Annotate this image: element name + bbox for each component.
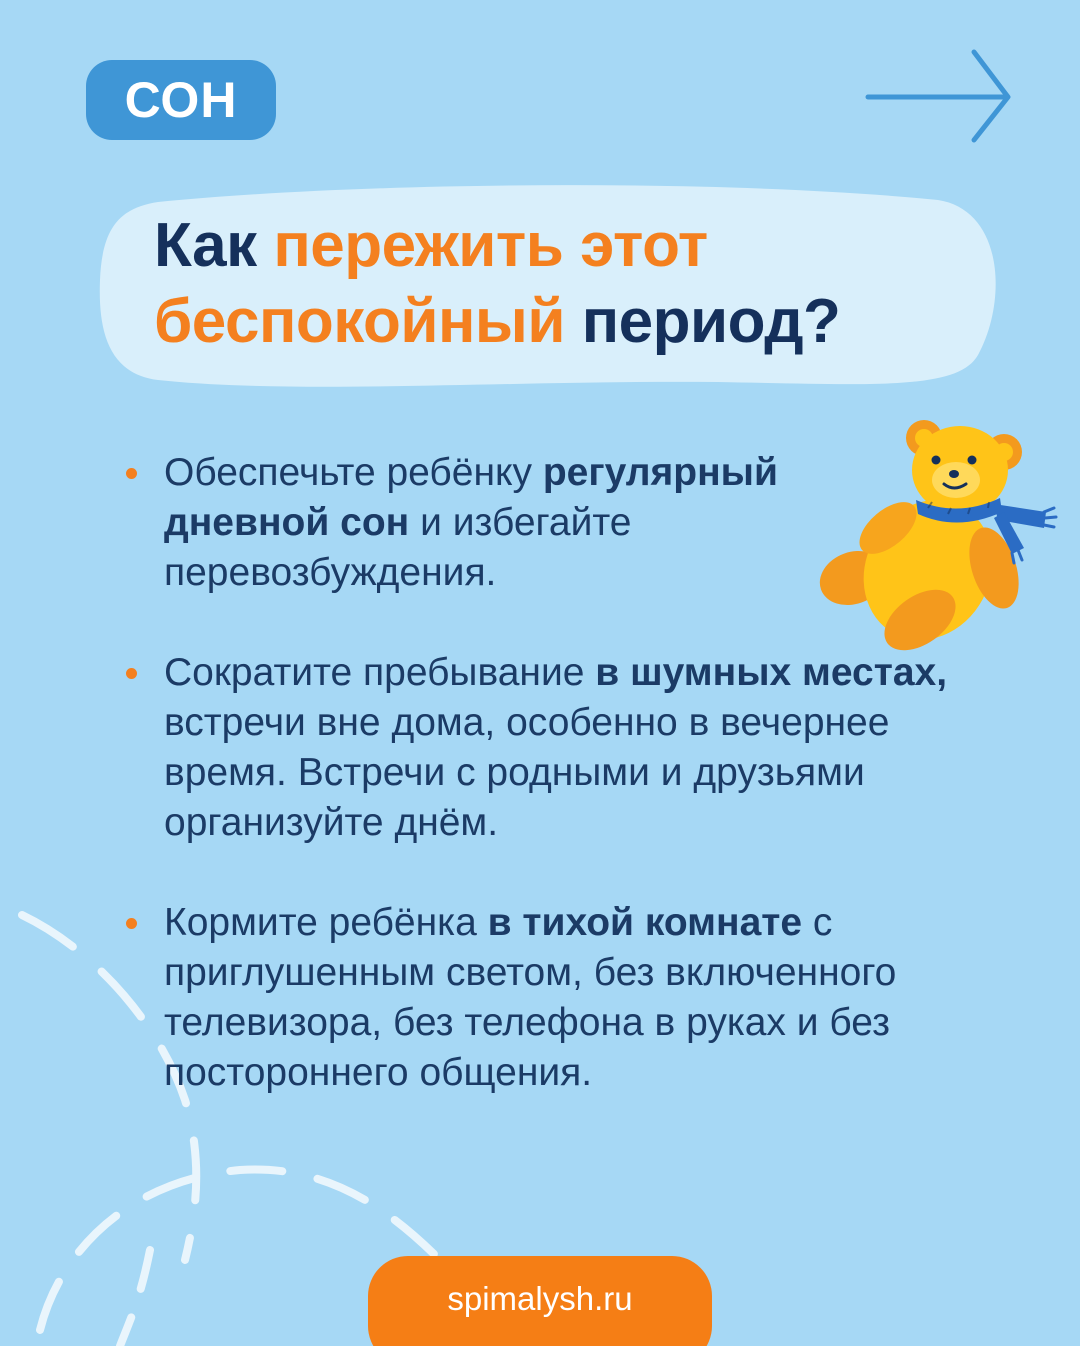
tip-1-bold: регулярный дневной сон <box>164 451 778 544</box>
title-accent-2: беспокойный <box>154 287 565 356</box>
list-item <box>120 898 1024 1098</box>
tip-3-rest: с приглушенным светом, без включенного телевизора, без телефона в руках и без постороннего общения. <box>164 901 897 1094</box>
tip-3-text: Кормите ребёнка <box>164 901 477 944</box>
bullet-dot <box>126 668 137 679</box>
tip-2-bold: в шумных местах, <box>595 651 948 694</box>
category-tag-label: СОН <box>124 72 238 128</box>
website-link[interactable] <box>368 1256 712 1346</box>
title-part-1: Как <box>154 211 257 280</box>
bullet-dot <box>126 468 137 479</box>
bullet-dot <box>126 918 137 929</box>
tips-list <box>120 448 1020 1148</box>
title-part-4: период? <box>581 287 841 356</box>
tip-2-text: Сократите пребывание <box>164 651 585 694</box>
category-tag <box>86 60 276 140</box>
list-item <box>120 648 994 848</box>
tip-3-bold: в тихой комнате <box>487 901 803 944</box>
tip-1-rest: и избегайте перевозбуждения. <box>164 501 632 594</box>
page-title <box>154 208 1014 360</box>
website-label: spimalysh.ru <box>447 1280 633 1317</box>
tip-1-text: Обеспечьте ребёнку <box>164 451 532 494</box>
title-accent-1: пережить этот <box>273 211 708 280</box>
title-bubble <box>98 180 1003 390</box>
arrow-right-icon[interactable] <box>862 46 1012 146</box>
tip-2-rest: встречи вне дома, особенно в вечернее время. Встречи с родными и друзьями организуйте днём. <box>164 701 890 844</box>
list-item <box>120 448 864 598</box>
